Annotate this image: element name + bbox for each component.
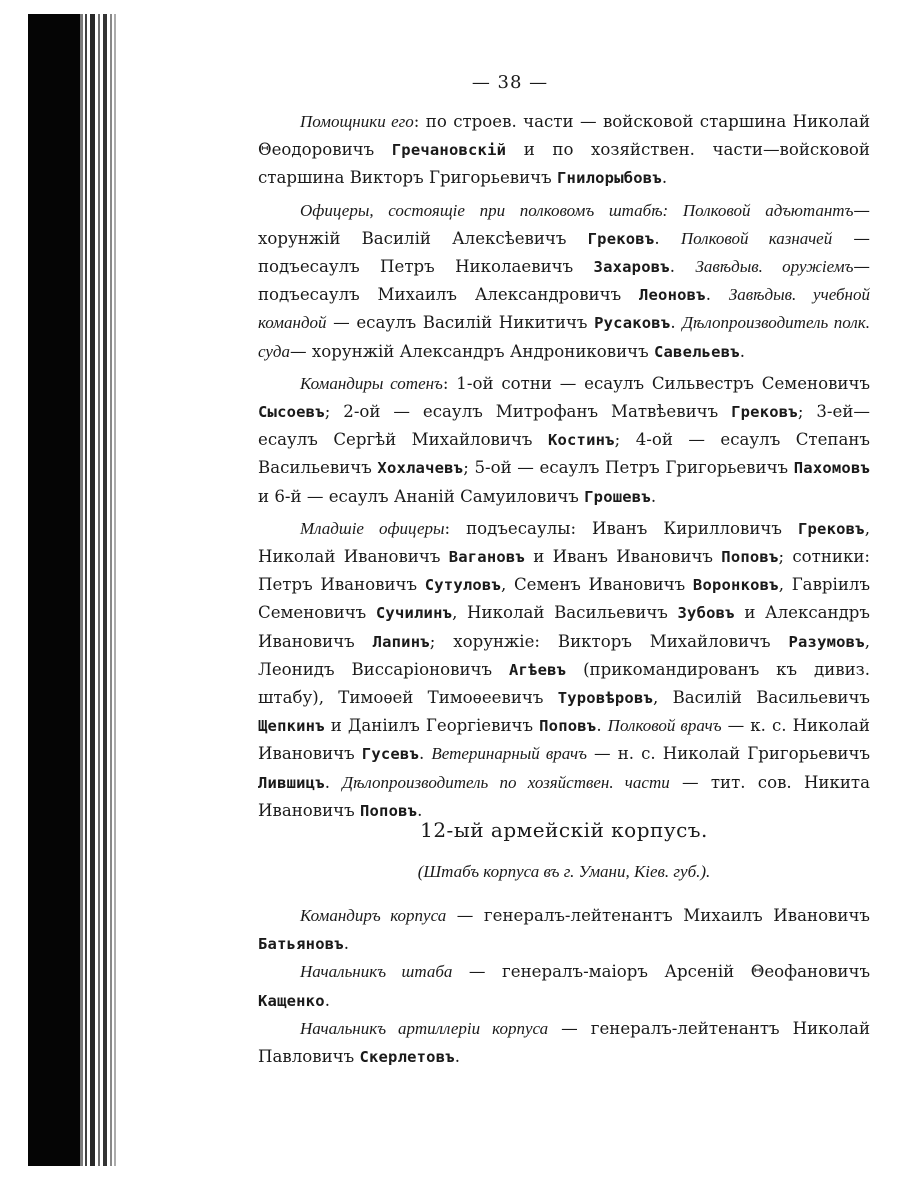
surname: Грековъ [587,229,655,248]
position-title: Ветеринарный врачъ [431,744,587,764]
surname: Батьяновъ [258,935,344,954]
surname: Вагановъ [448,548,525,567]
text-run: — подъесаулъ Петръ Николаевичъ [258,228,870,277]
surname: Русаковъ [594,314,671,333]
section-regiment-staff [258,108,870,825]
text-run: ; 2-ой — есаулъ Митрофанъ Матвѣевичъ [324,402,732,422]
text-run: : по строев. части — войсковой старшина Николай Θеодоровичъ [258,112,870,160]
text-run: — генералъ-маіоръ Арсеній Θеофановичъ [452,962,871,982]
text-run: (прикомандированъ къ дивиз. штабу), Тимоѳей Тимоѳеевичъ [258,659,870,708]
section-heading: 12-ый армейскій корпусъ. [420,818,708,842]
text-run: — н. с. Николай Григорьевичъ [586,744,870,764]
text-run: . [343,934,350,954]
position-title: Помощники его [300,112,414,131]
position-title: Завѣдыв. учебной командой [258,285,870,333]
position-title: Младшіе офицеры [300,518,445,538]
surname: Гусевъ [361,745,419,764]
surname: Леоновъ [638,286,706,305]
text-run: — есаулъ Василій Никитичъ [326,313,595,333]
surname: Гнилорыбовъ [557,169,662,188]
position-title: Завѣдыв. оружіемъ [695,257,854,277]
text-run: и Александръ Ивановичъ [258,603,870,651]
surname: Сысоевъ [258,403,325,422]
surname: Лившицъ [258,773,325,792]
surname: Агѣевъ [508,660,567,679]
position-title: Офицеры, состоящіе при полковомъ штабѣ: Полковой адъютантъ [300,200,854,220]
scanned-binding-edge [28,14,118,1166]
text-run: . [739,341,746,361]
position-title: Дѣлопроизводитель полк. суда [258,313,870,361]
text-run: . [661,168,668,188]
text-run: . [324,772,343,792]
text-run: ; 3-ей— есаулъ Сергѣй Михайловичъ [258,402,870,450]
surname: Сутуловъ [424,576,501,595]
binding-streak [90,14,95,1166]
paragraph-staff-officers [258,197,870,366]
text-run: . [418,744,432,764]
text-run: : подъесаулы: Иванъ Кирилловичъ [444,518,798,538]
paragraph-assistants [258,108,870,193]
text-run: ; сотники: Петръ Ивановичъ [258,547,870,595]
surname: Грековъ [797,519,865,538]
surname: Туровѣровъ [557,689,654,708]
text-run: . [596,716,608,736]
surname: Поповъ [721,548,779,567]
text-run: , Василій Васильевичъ [653,688,870,708]
surname: Поповъ [359,801,418,820]
text-run: —подъесаулъ Михаилъ Александровичъ [258,257,870,305]
text-run: — хорунжій Василій Алексѣевичъ [258,200,870,248]
text-run: . [417,800,423,820]
page-number: — 38 — [471,72,549,93]
surname: Захаровъ [593,258,670,277]
paragraph-junior-officers [258,515,870,825]
text-run: — генералъ-лейтенантъ Николай Павловичъ [258,1018,870,1067]
section-subheading: (Штабъ корпуса въ г. Умани, Кіев. губ.). [417,862,711,881]
binding-streak [110,14,112,1166]
text-run: . [454,1047,461,1067]
text-run: ; 4-ой — есаулъ Степанъ Васильевичъ [258,430,870,478]
surname: Щепкинъ [258,717,325,736]
binding-streak [80,14,83,1166]
position-title: Командиры сотенъ [300,373,443,393]
surname: Грошевъ [584,487,651,506]
surname: Разумовъ [788,632,865,651]
text-run: — к. с. Николай Ивановичъ [258,716,870,764]
binding-shadow [28,14,80,1166]
binding-streak [114,14,116,1166]
text-run: , Леонидъ Виссаріоновичъ [258,631,871,679]
surname: Гречановскій [391,141,507,160]
text-run: и Даніилъ Георгіевичъ [324,716,540,736]
text-run: и по хозяйствен. части—войсковой старшина Викторъ Григорьевичъ [258,140,870,188]
text-run: , Семенъ Ивановичъ [501,575,693,595]
binding-streak [85,14,87,1166]
binding-streak [98,14,100,1166]
text-run: . [705,285,729,305]
surname: Савельевъ [653,342,740,361]
position-title: Командиръ корпуса [300,906,447,925]
text-run: — хорунжій Александръ Андрониковичъ [290,341,654,361]
position-title: Полковой казначей [680,228,833,248]
text-run: ; 5-ой — есаулъ Петръ Григорьевичъ [463,458,794,478]
text-run: : 1-ой сотни — есаулъ Сильвестръ Семеновичъ [442,373,871,393]
surname: Лапинъ [372,632,430,651]
surname: Кащенко [258,991,325,1010]
text-run: . [650,486,657,506]
text-run: . [654,228,681,248]
position-title: Начальникъ артиллеріи корпуса [300,1018,549,1038]
surname: Воронковъ [692,576,779,595]
text-run: , Гавріилъ Семеновичъ [258,575,870,623]
paragraph-corps-commander [258,902,870,958]
section-corps-staff [258,902,870,1071]
text-run: . [670,313,683,333]
surname: Хохлачевъ [377,459,464,478]
surname: Сучилинъ [375,604,453,623]
binding-streak [103,14,107,1166]
surname: Костинъ [547,431,615,450]
text-run: , Николай Васильевичъ [452,603,678,623]
text-run: . [324,990,331,1010]
surname: Поповъ [539,717,597,736]
paragraph-sotnia-commanders [258,370,870,511]
position-title: Дѣлопроизводитель по хозяйствен. части [342,772,670,792]
text-run: ; хорунжіе: Викторъ Михайловичъ [429,631,789,651]
text-run: и 6-й — есаулъ Ананій Самуиловичъ [258,486,585,506]
paragraph-artillery-chief [258,1015,870,1071]
surname: Пахомовъ [793,459,871,478]
surname: Зубовъ [677,604,735,623]
paragraph-chief-of-staff [258,958,870,1014]
surname: Скерлетовъ [359,1048,455,1067]
position-title: Начальникъ штаба [300,962,453,982]
text-run: — генералъ-лейтенантъ Михаилъ Ивановичъ [446,906,870,925]
text-run: — тит. сов. Никита Ивановичъ [258,772,870,820]
surname: Грековъ [731,403,798,422]
text-run: . [669,257,696,277]
position-title: Полковой врачъ [607,716,722,736]
text-run: , Николай Ивановичъ [258,518,870,567]
text-run: и Иванъ Ивановичъ [524,547,722,567]
